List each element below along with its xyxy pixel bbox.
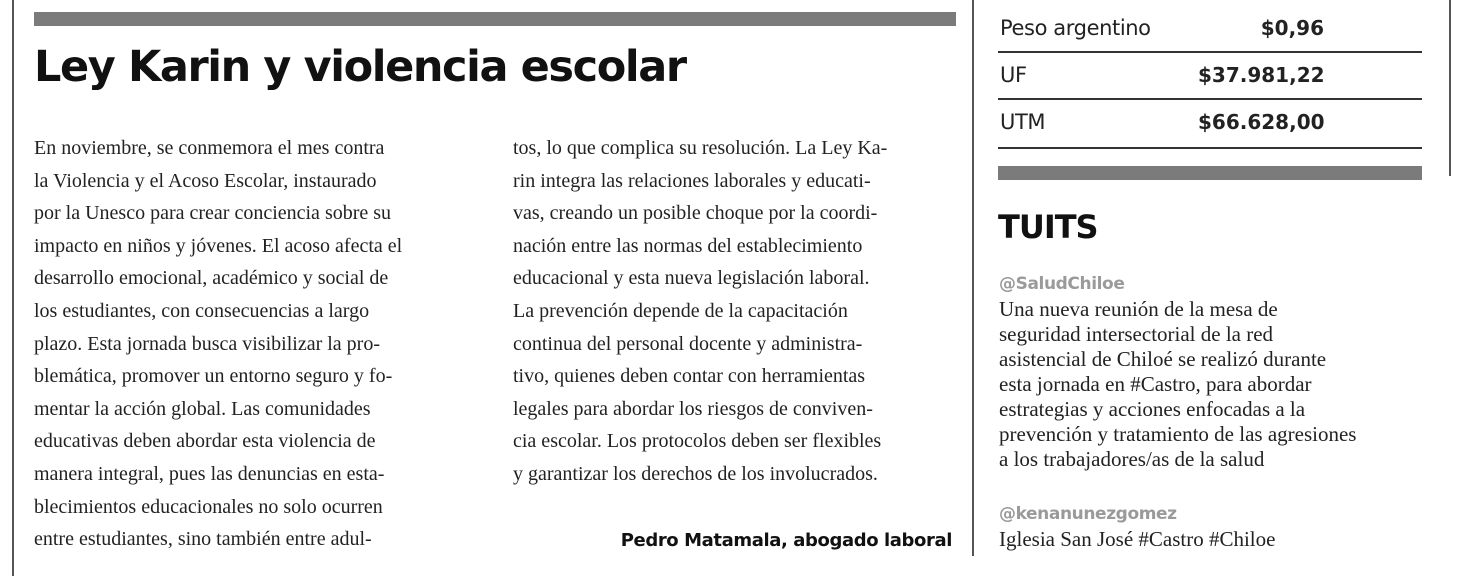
left-column-rule bbox=[12, 0, 14, 576]
text-line: tivo, quienes deben contar con herramientas bbox=[513, 365, 866, 388]
article-signature: Pedro Matamala, abogado laboral bbox=[620, 530, 952, 551]
text-line: prevención y tratamiento de las agresiones bbox=[999, 422, 1357, 446]
text-line: plazo. Esta jornada busca visibilizar la pro- bbox=[34, 332, 380, 355]
tweet-handle: @kenanunezgomez bbox=[999, 504, 1177, 524]
column-divider bbox=[972, 0, 974, 556]
text-line: Iglesia San José #Castro #Chiloe bbox=[999, 527, 1276, 551]
text-line: tos, lo que complica su resolución. La Ley Ka- bbox=[513, 137, 888, 159]
indicator-divider bbox=[998, 147, 1422, 149]
text-line: impacto en niños y jóvenes. El acoso afecta el bbox=[34, 234, 403, 257]
text-line: continua del personal docente y administra- bbox=[513, 332, 863, 355]
text-line: desarrollo emocional, académico y social de bbox=[34, 267, 389, 290]
indicator-value: $37.981,22 bbox=[1198, 63, 1325, 87]
text-line: entre estudiantes, sino también entre adul- bbox=[34, 528, 372, 551]
indicator-row-peso-argentino bbox=[998, 6, 1422, 52]
text-line: los estudiantes, con consecuencias a largo bbox=[34, 299, 370, 322]
indicator-label: Peso argentino bbox=[1000, 16, 1151, 40]
article-column-1 bbox=[34, 132, 479, 556]
tweet-text bbox=[999, 297, 1449, 472]
text-line: nación entre las normas del establecimiento bbox=[513, 234, 863, 257]
indicator-label: UF bbox=[1000, 63, 1027, 87]
text-line: legales para abordar los riesgos de conviven- bbox=[513, 397, 873, 420]
indicator-value: $0,96 bbox=[1260, 16, 1324, 40]
right-column-rule bbox=[1449, 0, 1451, 176]
indicator-row-uf bbox=[998, 53, 1422, 99]
article-column-2 bbox=[513, 132, 953, 491]
text-line: por la Unesco para crear conciencia sobre su bbox=[34, 202, 392, 225]
tuits-section-title: TUITS bbox=[998, 208, 1098, 246]
text-line: la Violencia y el Acoso Escolar, instaurado bbox=[34, 169, 377, 192]
indicator-label: UTM bbox=[1000, 110, 1046, 134]
section-separator-bar bbox=[998, 166, 1422, 180]
text-line: Una nueva reunión de la mesa de bbox=[999, 297, 1278, 321]
text-line: esta jornada en #Castro, para abordar bbox=[999, 372, 1312, 396]
article-top-bar bbox=[34, 12, 956, 26]
text-line: asistencial de Chiloé se realizó durante bbox=[999, 347, 1327, 371]
text-line: mentar la acción global. Las comunidades bbox=[34, 397, 371, 420]
tweet-text bbox=[999, 527, 1449, 552]
text-line: estrategias y acciones enfocadas a la bbox=[999, 397, 1306, 421]
text-line: educativas deben abordar esta violencia de bbox=[34, 430, 376, 453]
text-line: educacional y esta nueva legislación laboral. bbox=[513, 267, 870, 290]
tweet-handle: @SaludChiloe bbox=[999, 274, 1125, 294]
text-line: En noviembre, se conmemora el mes contra bbox=[34, 137, 385, 159]
indicator-row-utm bbox=[998, 100, 1422, 146]
text-line: vas, creando un posible choque por la coordi- bbox=[513, 202, 878, 225]
text-line: cia escolar. Los protocolos deben ser flexibles bbox=[513, 430, 882, 453]
text-line: y garantizar los derechos de los involucrados. bbox=[513, 462, 878, 485]
indicator-value: $66.628,00 bbox=[1198, 110, 1325, 134]
text-line: rin integra las relaciones laborales y educati- bbox=[513, 169, 871, 192]
text-line: blecimientos educacionales no solo ocurren bbox=[34, 495, 383, 518]
text-line: seguridad intersectorial de la red bbox=[999, 322, 1274, 346]
text-line: manera integral, pues las denuncias en esta- bbox=[34, 462, 385, 485]
article-headline: Ley Karin y violencia escolar bbox=[34, 42, 686, 92]
text-line: La prevención depende de la capacitación bbox=[513, 299, 848, 322]
text-line: a los trabajadores/as de la salud bbox=[999, 447, 1265, 471]
text-line: blemática, promover un entorno seguro y fo- bbox=[34, 365, 393, 388]
